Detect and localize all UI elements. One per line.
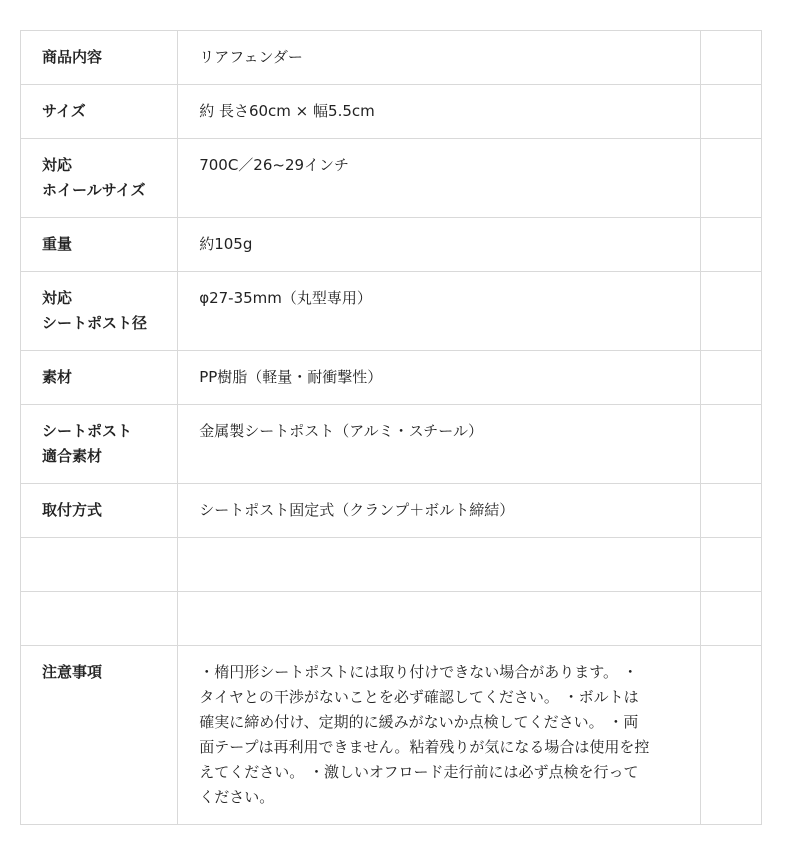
- spec-value: 約 長さ60cm × 幅5.5cm: [199, 102, 375, 120]
- spec-label-cell: [21, 484, 178, 538]
- spec-extra-cell: [700, 592, 761, 646]
- spec-label: 重量: [42, 235, 73, 253]
- spec-label: [21, 538, 177, 566]
- spec-label-cell: [21, 351, 178, 405]
- spec-value-cell: [178, 218, 701, 272]
- product-spec-table: [20, 30, 762, 825]
- spec-label: 対応 ホイールサイズ: [42, 156, 146, 199]
- spec-value: φ27-35mm（丸型専用）: [199, 289, 372, 307]
- spec-row-seatpost-diameter: [21, 272, 762, 351]
- spec-value-cell: [178, 646, 701, 825]
- spec-row-wheel-size: [21, 139, 762, 218]
- spec-value: 700C／26~29インチ: [199, 156, 350, 174]
- spec-label: 取付方式: [42, 501, 103, 519]
- spec-extra-cell: [700, 646, 761, 825]
- spec-label: サイズ: [42, 102, 86, 120]
- spec-row-material: [21, 351, 762, 405]
- spec-extra-cell: [700, 538, 761, 592]
- spec-label: 対応 シートポスト径: [42, 289, 148, 332]
- spec-label: 注意事項: [42, 663, 103, 681]
- spec-extra-cell: [700, 484, 761, 538]
- spec-value-cell: [178, 405, 701, 484]
- spec-row-mounting: [21, 484, 762, 538]
- spec-row-size: [21, 85, 762, 139]
- spec-value-cell: [178, 272, 701, 351]
- spec-value: 金属製シートポスト（アルミ・スチール）: [199, 422, 484, 440]
- spec-row-empty: [21, 592, 762, 646]
- spec-label-cell: [21, 139, 178, 218]
- spec-extra-cell: [700, 272, 761, 351]
- spec-label-cell: [21, 646, 178, 825]
- spec-extra-cell: [700, 218, 761, 272]
- spec-row-contents: [21, 31, 762, 85]
- spec-label: 素材: [42, 368, 73, 386]
- spec-value: [178, 538, 700, 566]
- spec-label-cell: [21, 405, 178, 484]
- spec-label: 商品内容: [42, 48, 103, 66]
- spec-label-cell: [21, 538, 178, 592]
- spec-extra-cell: [700, 405, 761, 484]
- spec-value: 約105g: [199, 235, 253, 253]
- spec-value: リアフェンダー: [199, 48, 303, 66]
- spec-value: PP樹脂（軽量・耐衝撃性）: [199, 368, 383, 386]
- spec-row-seatpost-material: [21, 405, 762, 484]
- spec-extra-cell: [700, 139, 761, 218]
- spec-value-cell: [178, 484, 701, 538]
- notes-text: ・楕円形シートポストには取り付けできない場合があります。 ・ タイヤとの干渉がないことを必ず確認してください。 ・ボルトは 確実に締め付け、定期的に緩みがないか点検してください。 ・両 面テープは再利用できません。粘着残りが気になる場合は使用を控 えてください。 ・激しいオフロード走行前には必ず点検を行って ください。: [199, 663, 650, 806]
- spec-value-cell: [178, 351, 701, 405]
- spec-row-empty: [21, 538, 762, 592]
- spec-row-notes: [21, 646, 762, 825]
- spec-row-weight: [21, 218, 762, 272]
- spec-label-cell: [21, 272, 178, 351]
- spec-label-cell: [21, 31, 178, 85]
- spec-label-cell: [21, 85, 178, 139]
- spec-extra-cell: [700, 85, 761, 139]
- spec-extra-cell: [700, 31, 761, 85]
- spec-value-cell: [178, 85, 701, 139]
- spec-value: シートポスト固定式（クランプ＋ボルト締結）: [199, 501, 515, 519]
- spec-label: [21, 592, 177, 620]
- spec-value-cell: [178, 592, 701, 646]
- spec-label-cell: [21, 592, 178, 646]
- spec-value: [178, 592, 700, 620]
- spec-value-cell: [178, 538, 701, 592]
- spec-label: シートポスト 適合素材: [42, 422, 133, 465]
- spec-value-cell: [178, 139, 701, 218]
- spec-label-cell: [21, 218, 178, 272]
- spec-extra-cell: [700, 351, 761, 405]
- spec-value-cell: [178, 31, 701, 85]
